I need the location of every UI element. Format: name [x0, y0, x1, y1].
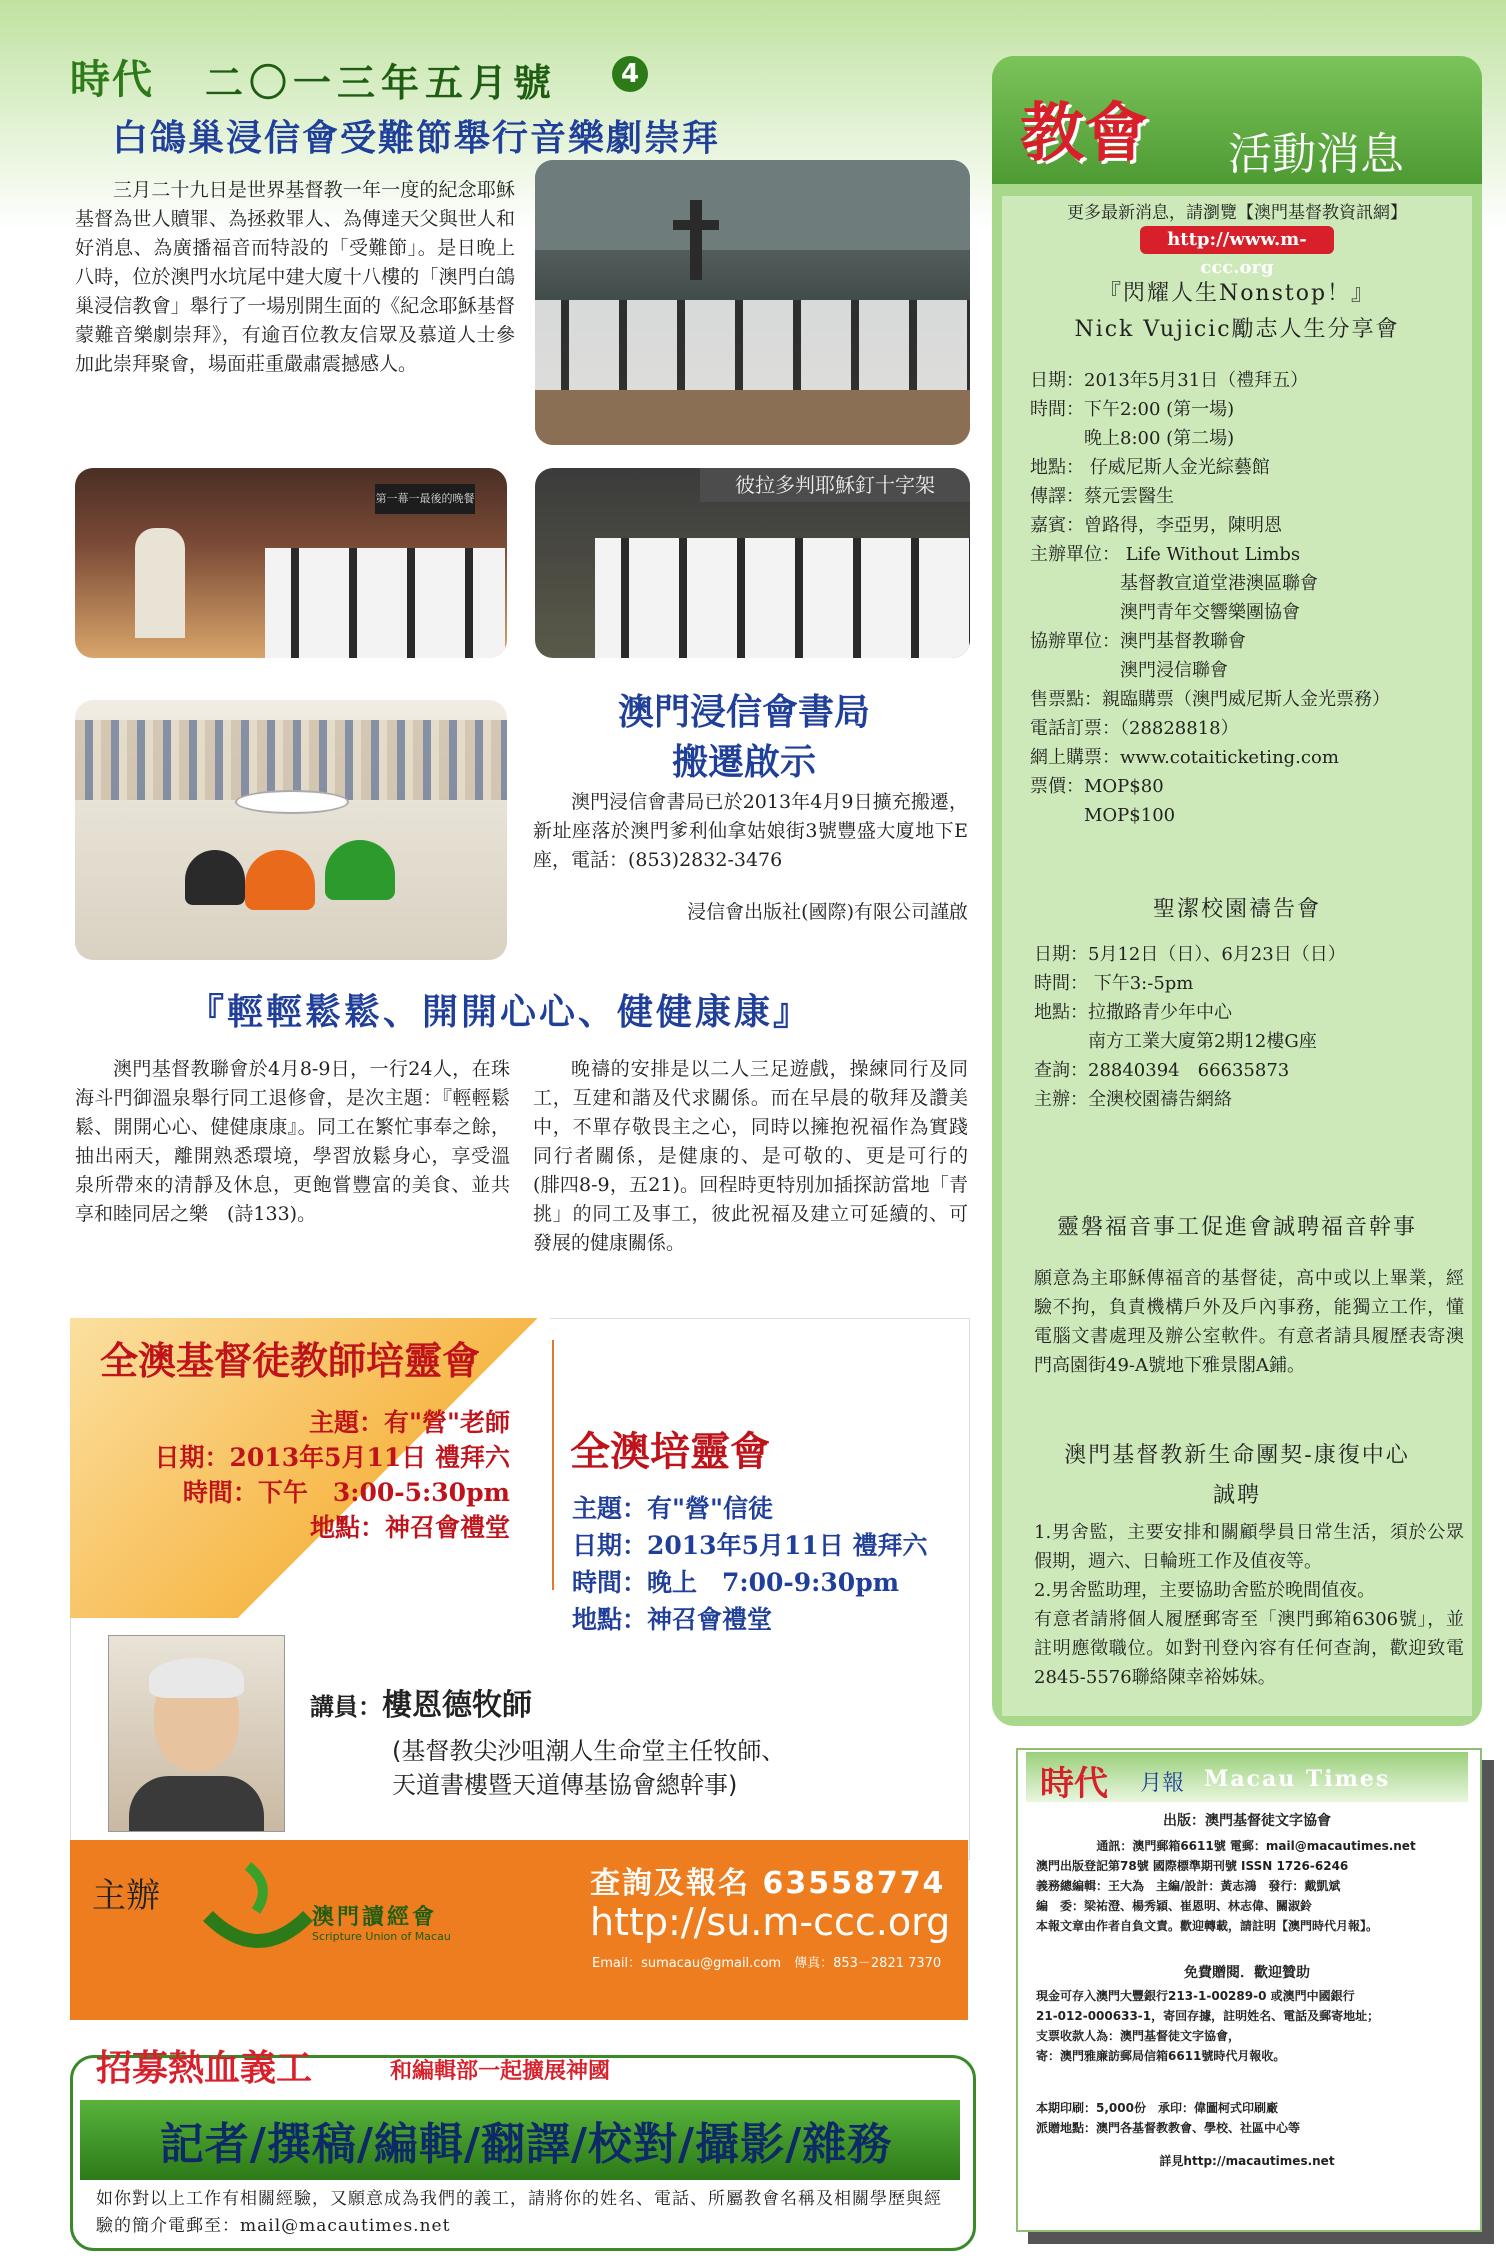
retreat-general-venue: 地點：神召會禮堂 [572, 1605, 773, 1634]
colophon-donation-title: 免費贈閱．歡迎贊助 [1184, 1965, 1310, 1981]
donation-line: 支票收款人為：澳門基督徒文字協會， [1036, 2029, 1241, 2043]
article2-title-line2: 搬遷啟示 [671, 742, 816, 783]
event2-line: 主辦：全澳校園禱告網絡 [1034, 1089, 1232, 1110]
event2-line: 查詢：28840394 66635873 [1034, 1060, 1290, 1081]
retreat-email: Email：sumacau@gmail.com [592, 1956, 782, 1971]
event4-title-line1: 澳門基督教新生命團契-康復中心 [1064, 1443, 1410, 1468]
article3-col2: 晚禱的安排是以二人三足遊戲，操練同行及同工，互建和諧及代求關係。而在早晨的敬拜及讚美中，不單存敬畏主之心，同時以擁抱祝福作為實踐同行者關係，是健康的、是可敬的、更是可行的 (腓四8-9，五21)。回程時更特別加插探訪當地「青挑」的同工及事工，彼此祝福及建立可延續的、可發展的健康關係。 [533, 1058, 988, 1254]
colophon-brand: 時代 [1040, 1764, 1108, 1804]
event1-title-line1: 『閃耀人生Nonstop！』 [1098, 281, 1376, 306]
event1-line: 主辦單位： Life Without Limbs [1030, 544, 1301, 565]
article1-body: 三月二十九日是世界基督教一年一度的紀念耶穌基督為世人贖罪、為拯救罪人、為傳達天父與世人和好消息、為廣播福音而特設的「受難節」。是日晚上八時，位於澳門水坑尾中建大廈十八樓的「澳門白鴿巢浸信教會」舉行了一場別開生面的《紀念耶穌基督蒙難音樂劇崇拜》，有逾百位教友信眾及慕道人士參加此崇拜聚會，場面莊重嚴肅震撼感人。 [75, 179, 515, 375]
colophon-brand-sub: 月報 [1140, 1771, 1185, 1796]
retreat-teachers-details [130, 1405, 510, 1545]
retreat-teachers-time: 時間：下午 3:00-5:30pm [182, 1478, 510, 1507]
event1-line: 地點： 仔威尼斯人金光綜藝館 [1030, 457, 1270, 478]
article3-title: 『輕輕鬆鬆、開開心心、健健康康』 [187, 992, 812, 1033]
colophon-lines [1036, 1836, 1476, 1936]
event1-line: 日期：2013年5月31日（禮拜五） [1030, 370, 1309, 391]
organizer-name-en: Scripture Union of Macau [312, 1930, 451, 1943]
event4-title-line2: 誠聘 [1212, 1483, 1261, 1508]
organizer-name: 澳門讀經會 [312, 1904, 438, 1930]
event3-body: 願意為主耶穌傳福音的基督徒，高中或以上畢業，經驗不拘，負責機構戶外及戶內事務，能獨立工作，懂電腦文書處理及辦公室軟件。有意者請具履歷表寄澳門高園街49-A號地下雅景閣A鋪。 [1034, 1268, 1464, 1376]
event1-line: 嘉賓：曾路得，李亞男，陳明恩 [1030, 515, 1282, 536]
colophon-line: 通訊：澳門郵箱6611號 電郵：mail@macautimes.net [1096, 1839, 1416, 1853]
event2-line: 地點：拉撒路青少年中心 [1034, 1002, 1232, 1023]
retreat-divider [552, 1340, 554, 1590]
sidebar-url-link[interactable]: http://www.m-ccc.org [1140, 226, 1334, 254]
speaker-line [310, 1680, 532, 1724]
event2-line: 南方工業大廈第2期12樓G座 [1034, 1031, 1317, 1052]
event1-line: 晚上8:00 (第二場) [1030, 428, 1235, 449]
sidebar-more-info: 更多最新消息，請瀏覽【澳門基督教資訊網】 [1067, 203, 1407, 223]
donation-line: 寄：澳門雅廉訪郵局信箱6611號時代月報收。 [1036, 2049, 1286, 2063]
event2-line: 日期：5月12日（日）、6月23日（日） [1034, 944, 1346, 965]
colophon-print-lines [1036, 2098, 1476, 2138]
retreat-teachers-title: 全澳基督徒教師培靈會 [100, 1339, 481, 1383]
event1-line: 電話訂票：（28828818） [1030, 718, 1239, 739]
photo-bookstore [75, 700, 507, 960]
speaker-label: 講員： [310, 1692, 382, 1721]
colophon-website-link[interactable]: 詳見http://macautimes.net [1159, 2154, 1335, 2168]
article1-title: 白鴿巢浸信會受難節舉行音樂劇崇拜 [112, 118, 721, 159]
speaker-portrait [108, 1635, 285, 1832]
photo-screen-caption-1: 第一幕一最後的晚餐 [375, 484, 475, 514]
donation-line: 21-012-000633-1，寄回存據，註明姓名、電話及郵寄地址； [1036, 2009, 1380, 2023]
photo-last-supper [75, 468, 507, 658]
event1-line: 協辦單位：澳門基督教聯會 [1030, 631, 1246, 652]
event1-line: 澳門浸信聯會 [1030, 660, 1228, 681]
speaker-desc-line2: 天道書樓暨天道傳基協會總幹事) [392, 1771, 738, 1799]
print-line: 本期印刷：5,000份 承印：偉圖柯式印刷廠 [1036, 2101, 1278, 2115]
event1-line: 澳門青年交響樂團協會 [1030, 602, 1300, 623]
retreat-general-date: 日期：2013年5月11日 禮拜六 [572, 1531, 928, 1560]
event1-title [1002, 276, 1472, 348]
volunteer-headline-sub: 和編輯部一起擴展神國 [390, 2059, 611, 2084]
article2-body: 澳門浸信會書局已於2013年4月9日擴充搬遷，新址座落於澳門爹利仙拿姑娘街3號豐盛大廈地下E座，電話：(853)2832-3476 [533, 791, 968, 871]
event4-title [1002, 1436, 1472, 1516]
event1-title-line2: Nick Vujicic勵志人生分享會 [1074, 317, 1400, 342]
article2-title [520, 688, 968, 788]
event1-line: 時間：下午2:00 (第一場) [1030, 399, 1235, 420]
event1-line: 網上購票：www.cotaiticketing.com [1030, 747, 1339, 768]
event4-details [1034, 1518, 1464, 1692]
event1-line: 基督教宣道堂港澳區聯會 [1030, 573, 1318, 594]
volunteer-headline: 招募熱血義工 [96, 2048, 313, 2089]
photo-choir-singing [535, 468, 970, 658]
article2-signature: 浸信會出版社(國際)有限公司謹啟 [687, 901, 968, 923]
colophon-line: 義務總編輯：王大為 主編/設計：黃志鴻 發行：戴凱斌 [1036, 1879, 1341, 1893]
speaker-description [392, 1734, 785, 1802]
event1-line: 票價：MOP$80 [1030, 776, 1164, 797]
retreat-url-link[interactable]: http://su.m-ccc.org [590, 1900, 951, 1944]
event1-line: 售票點：親臨購票（澳門威尼斯人金光票務） [1030, 689, 1390, 710]
event3-title: 靈磐福音事工促進會誠聘福音幹事 [1056, 1215, 1417, 1240]
event2-line: 時間： 下午3:-5pm [1034, 973, 1194, 994]
retreat-general-time: 時間：晚上 7:00-9:30pm [572, 1568, 900, 1597]
organizer-label: 主辦 [92, 1876, 160, 1916]
colophon-donation-lines [1036, 1986, 1476, 2066]
page-number-badge: 4 [612, 56, 648, 92]
issue-date: 二〇一三年五月號 [205, 60, 558, 105]
colophon-line: 本報文章由作者自負文責。歡迎轉載，請註明【澳門時代月報】。 [1036, 1919, 1379, 1933]
event1-line: MOP$100 [1030, 805, 1176, 826]
event1-line: 傳譯：蔡元雲醫生 [1030, 486, 1174, 507]
donation-line: 現金可存入澳門大豐銀行213-1-00289-0 或澳門中國銀行 [1036, 1989, 1355, 2003]
speaker-desc-line1: (基督教尖沙咀潮人生命堂主任牧師、 [392, 1737, 786, 1765]
event2-details [1034, 940, 1474, 1114]
colophon-brand-en: Macau Times [1204, 1766, 1391, 1792]
volunteer-note: 如你對以上工作有相關經驗，又願意成為我們的義工，請將你的姓名、電話、所屬教會名稱及相關學歷與經驗的簡介電郵至：mail@macautimes.net [96, 2189, 942, 2236]
event4-line: 1.男舍監，主要安排和關顧學員日常生活，須於公眾假期，週六、日輪班工作及值夜等。 [1034, 1522, 1464, 1572]
colophon-line: 編 委：梁祐澄、楊秀穎、崔恩明、林志偉、關淑鈴 [1036, 1899, 1313, 1913]
retreat-general-theme: 主題：有"營"信徒 [572, 1494, 774, 1523]
event2-title: 聖潔校園禱告會 [1152, 897, 1321, 922]
speaker-name: 樓恩德牧師 [382, 1688, 532, 1723]
article3-col1: 澳門基督教聯會於4月8-9日，一行24人，在珠海斗門御溫泉舉行同工退修會，是次主題：『輕輕鬆鬆、開開心心、健健康康』。同工在繁忙事奉之餘，抽出兩天，離開熟悉環境，學習放鬆身心，享受溫泉所帶來的清靜及休息，更飽嘗豐富的美食、並共享和睦同居之樂 (詩133)。 [75, 1058, 510, 1225]
photo-screen-caption-2: 彼拉多判耶穌釘十字架 [700, 468, 970, 502]
sidebar-title-big: 教會 [1020, 97, 1148, 171]
enquiry-phone: 查詢及報名 63558774 [590, 1866, 946, 1901]
colophon-publisher: 出版：澳門基督徒文字協會 [1163, 1813, 1331, 1829]
article2-title-line1: 澳門浸信會書局 [617, 692, 870, 733]
retreat-contact [592, 1952, 941, 1971]
volunteer-roles: 記者/撰稿/編輯/翻譯/校對/攝影/雜務 [159, 2119, 893, 2170]
colophon-line: 澳門出版登記第78號 國際標準期刊號 ISSN 1726-6246 [1036, 1859, 1349, 1873]
retreat-teachers-venue: 地點：神召會禮堂 [309, 1513, 510, 1542]
retreat-general-title: 全澳培靈會 [570, 1429, 770, 1475]
photo-choir-altar [535, 160, 970, 445]
print-line: 派贈地點：澳門各基督教教會、學校、社區中心等 [1036, 2121, 1301, 2135]
event1-details [1030, 366, 1470, 830]
retreat-general-details [572, 1490, 927, 1638]
retreat-teachers-theme: 主題：有"營"老師 [308, 1408, 510, 1437]
retreat-teachers-date: 日期：2013年5月11日 禮拜六 [154, 1443, 510, 1472]
sidebar-title-small: 活動消息 [1228, 129, 1404, 180]
event4-line: 2.男舍監助理，主要協助舍監於晚間值夜。 [1034, 1580, 1376, 1601]
retreat-fax: 傳真：853－2821 7370 [794, 1956, 942, 1971]
event4-line: 有意者請將個人履歷郵寄至「澳門郵箱6306號」，並註明應徵職位。如對刊登內容有任何查詢，歡迎致電2845-5576聯絡陳幸裕姊妹。 [1034, 1609, 1464, 1688]
masthead-logo: 時代 [70, 56, 154, 103]
